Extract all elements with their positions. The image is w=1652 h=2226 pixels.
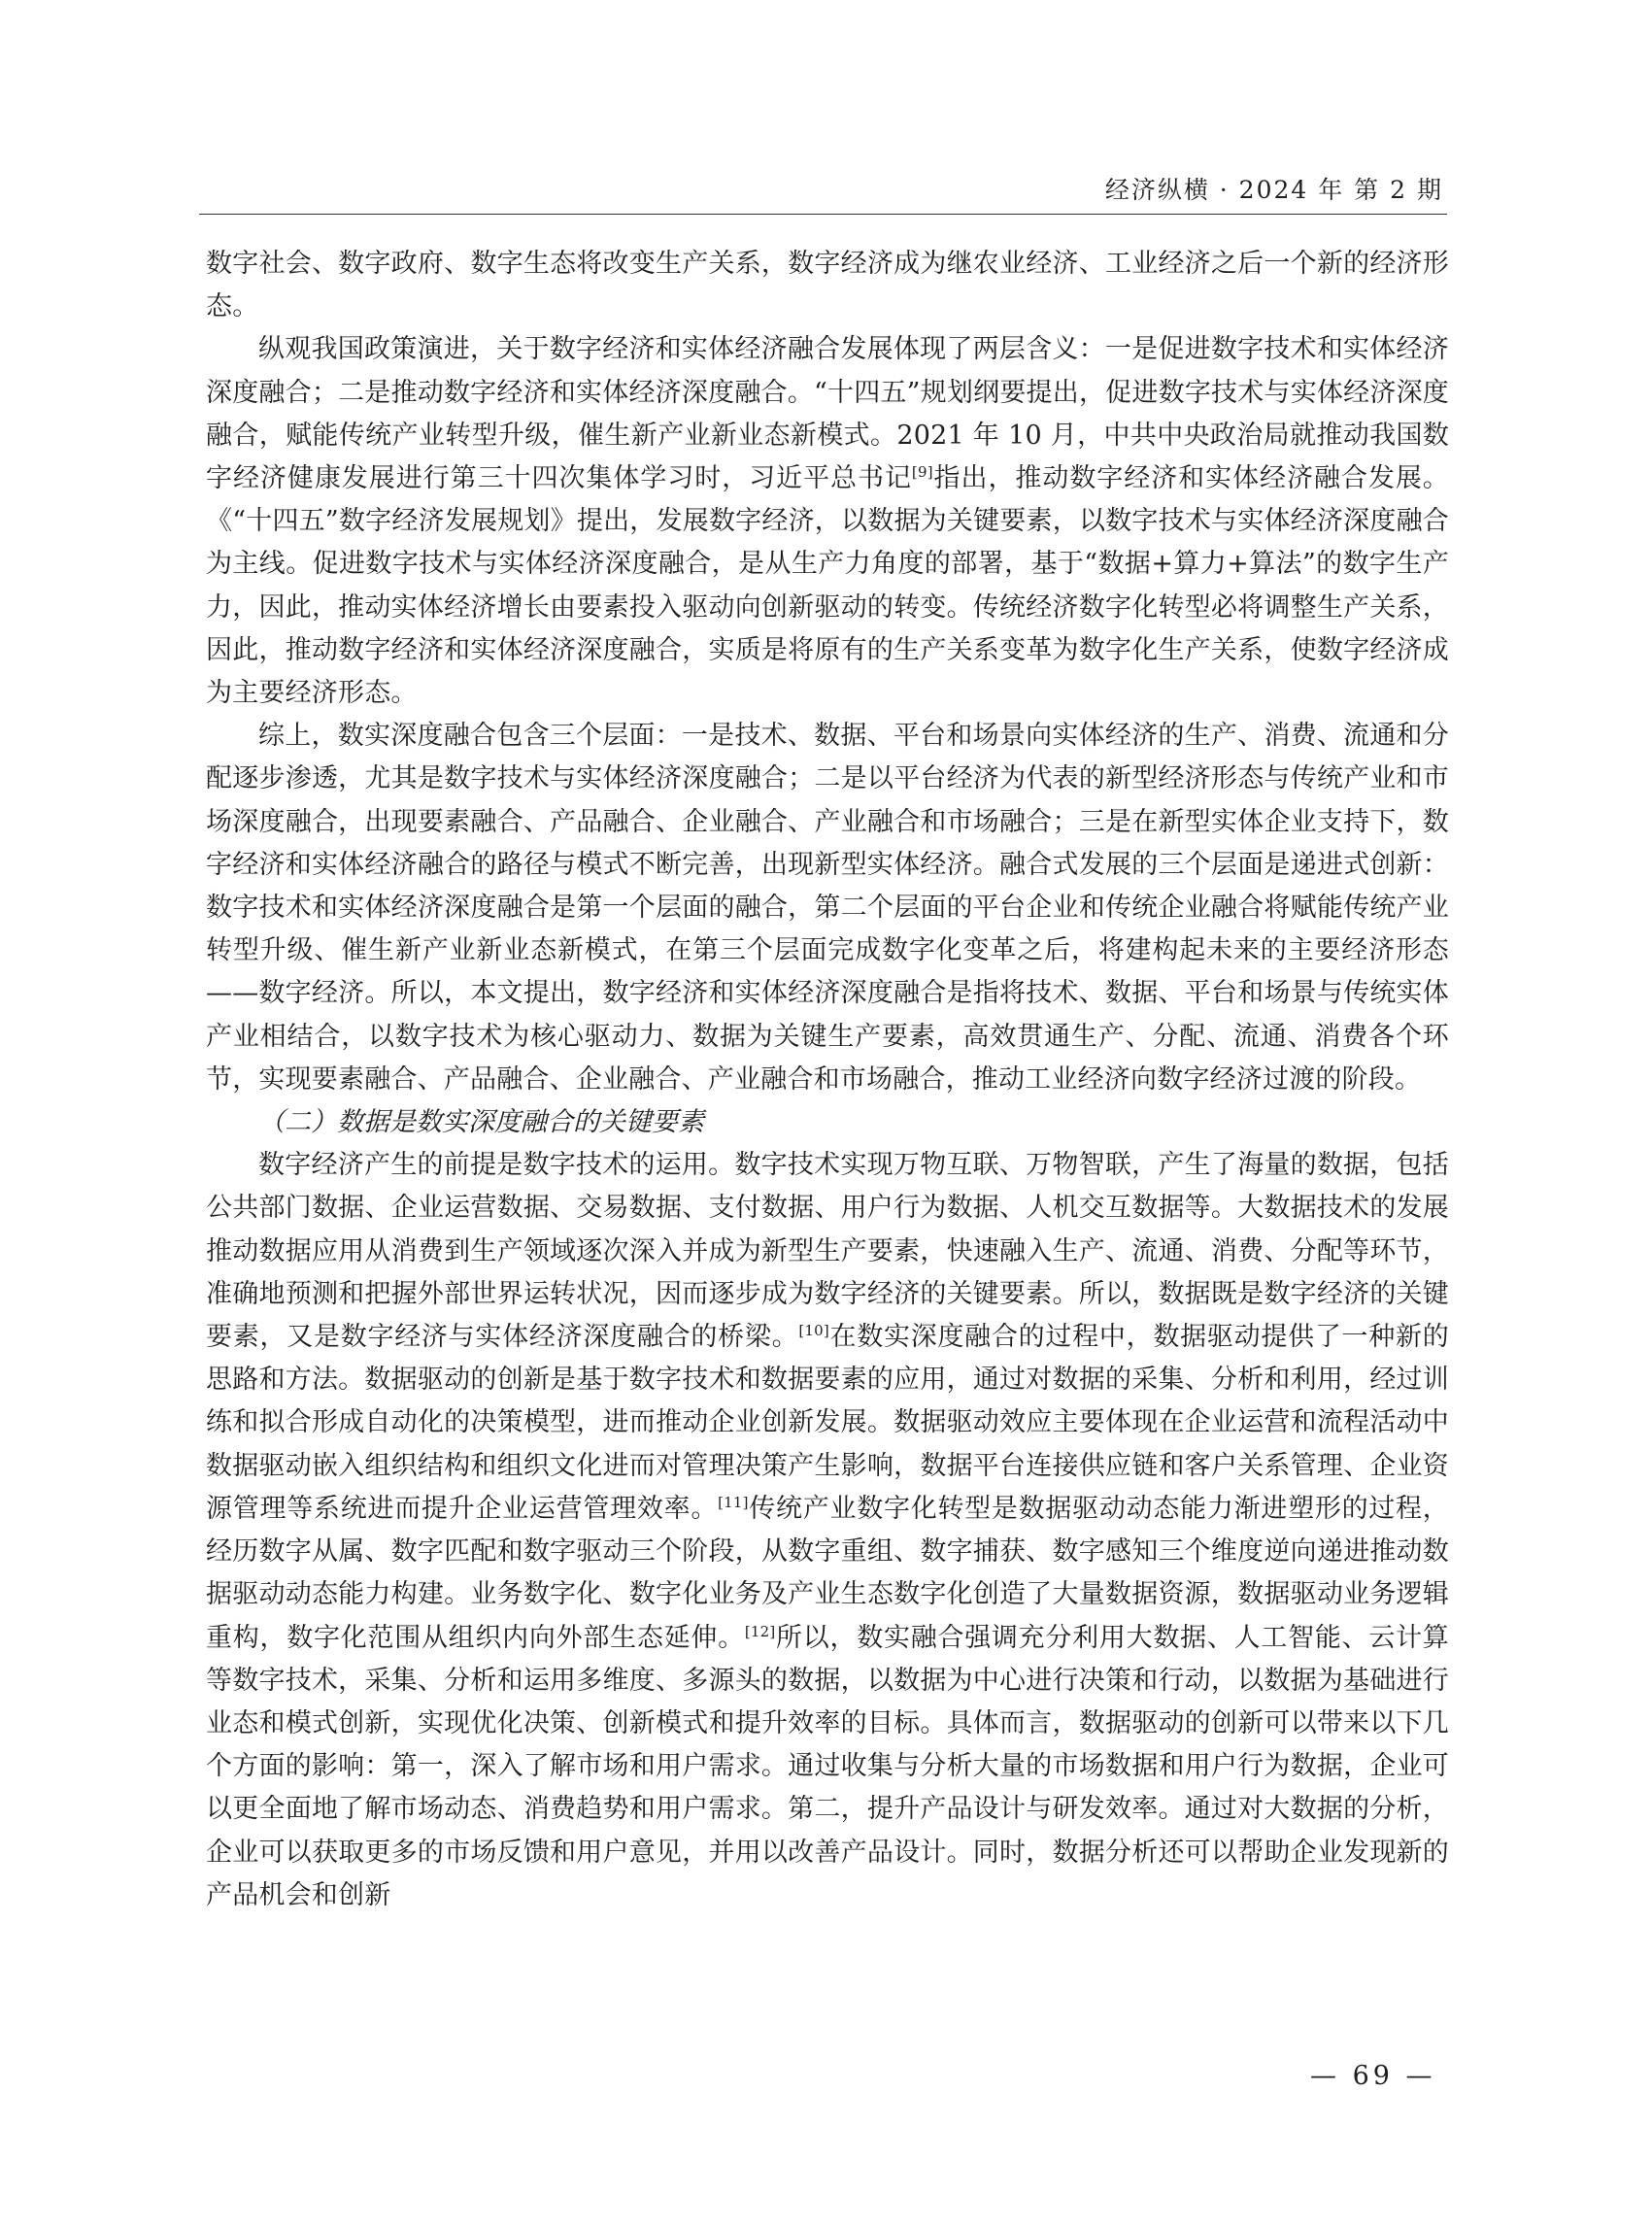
paragraph-continued: 数字社会、数字政府、数字生态将改变生产关系，数字经济成为继农业经济、工业经济之后一个新的经济形态。	[206, 249, 1449, 322]
paragraph-policy-evolution	[206, 328, 1449, 715]
journal-title: 经济纵横 · 2024 年 第 2 期	[1104, 176, 1443, 204]
citation-12: [12]	[744, 1622, 776, 1640]
paragraph-text: 纵观我国政策演进，关于数字经济和实体经济融合发展体现了两层含义：一是促进数字技术和实体经济深度融合；二是推动数字经济和实体经济深度融合。“十四五”规划纲要提出，促进数字技术与实体经济深度融合，赋能传统产业转型升级，催生新产业新业态新模式。2021 年 10 月，中共中央政治局就推动我国数字经济健康发展进行第三十四次集体学习时，习近平总书记	[206, 334, 1449, 494]
page-number: — 69 —	[1310, 2061, 1436, 2091]
paragraph-data-key-element	[206, 1144, 1449, 1917]
paragraph-text: 数字经济产生的前提是数字技术的运用。数字技术实现万物互联、万物智联，产生了海量的数据，包括公共部门数据、企业运营数据、交易数据、支付数据、用户行为数据、人机交互数据等。大数据技术的发展推动数据应用从消费到生产领域逐次深入并成为新型生产要素，快速融入生产、流通、消费、分配等环节，准确地预测和把握外部世界运转状况，因而逐步成为数字经济的关键要素。所以，数据既是数字经济的关键要素，又是数字经济与实体经济深度融合的桥梁。	[206, 1150, 1449, 1353]
paragraph-three-levels: 综上，数实深度融合包含三个层面：一是技术、数据、平台和场景向实体经济的生产、消费、流通和分配逐步渗透，尤其是数字技术与实体经济深度融合；二是以平台经济为代表的新型经济形态与传统产业和市场深度融合，出现要素融合、产品融合、企业融合、产业融合和市场融合；三是在新型实体企业支持下，数字经济和实体经济融合的路径与模式不断完善，出现新型实体经济。融合式发展的三个层面是递进式创新：数字技术和实体经济深度融合是第一个层面的融合，第二个层面的平台企业和传统企业融合将赋能传统产业转型升级、催生新产业新业态新模式，在第三个层面完成数字化变革之后，将建构起未来的主要经济形态——数字经济。所以，本文提出，数字经济和实体经济深度融合是指将技术、数据、平台和场景与传统实体产业相结合，以数字技术为核心驱动力、数据为关键生产要素，高效贯通生产、分配、流通、消费各个环节，实现要素融合、产品融合、企业融合、产业融合和市场融合，推动工业经济向数字经济过渡的阶段。	[206, 721, 1449, 1095]
citation-11: [11]	[718, 1493, 749, 1511]
article-body	[206, 243, 1449, 1917]
paragraph-text: 指出，推动数字经济和实体经济融合发展。《“十四五”数字经济发展规划》提出，发展数字经济，以数据为关键要素，以数字技术与实体经济深度融合为主线。促进数字技术与实体经济深度融合，是从生产力角度的部署，基于“数据+算力+算法”的数字生产力，因此，推动实体经济增长由要素投入驱动向创新驱动的转变。传统经济数字化转型必将调整生产关系，因此，推动数字经济和实体经济深度融合，实质是将原有的生产关系变革为数字化生产关系，使数字经济成为主要经济形态。	[206, 463, 1449, 709]
paragraph-text: 在数实深度融合的过程中，数据驱动提供了一种新的思路和方法。数据驱动的创新是基于数字技术和数据要素的应用，通过对数据的采集、分析和利用，经过训练和拟合形成自动化的决策模型，进而推动企业创新发展。数据驱动效应主要体现在企业运营和流程活动中数据驱动嵌入组织结构和组织文化进而对管理决策产生影响，数据平台连接供应链和客户关系管理、企业资源管理等系统进而提升企业运营管理效率。	[206, 1322, 1449, 1524]
running-header	[199, 163, 1447, 215]
citation-9: [9]	[911, 463, 933, 482]
paragraph-text: 传统产业数字化转型是数据驱动动态能力渐进塑形的过程，经历数字从属、数字匹配和数字驱动三个阶段，从数字重组、数字捕获、数字感知三个维度逆向递进推动数据驱动动态能力构建。业务数字化、数字化业务及产业生态数字化创造了大量数据资源，数据驱动业务逻辑重构，数字化范围从组织内向外部生态延伸。	[206, 1493, 1449, 1653]
paragraph-text: 所以，数实融合强调充分利用大数据、人工智能、云计算等数字技术，采集、分析和运用多维度、多源头的数据，以数据为中心进行决策和行动，以数据为基础进行业态和模式创新，实现优化决策、创新模式和提升效率的目标。具体而言，数据驱动的创新可以带来以下几个方面的影响：第一，深入了解市场和用户需求。通过收集与分析大量的市场数据和用户行为数据，企业可以更全面地了解市场动态、消费趋势和用户需求。第二，提升产品设计与研发效率。通过对大数据的分析，企业可以获取更多的市场反馈和用户意见，并用以改善产品设计。同时，数据分析还可以帮助企业发现新的产品机会和创新	[206, 1622, 1450, 1910]
section-heading: （二）数据是数实深度融合的关键要素	[258, 1107, 704, 1138]
citation-10: [10]	[798, 1322, 829, 1340]
